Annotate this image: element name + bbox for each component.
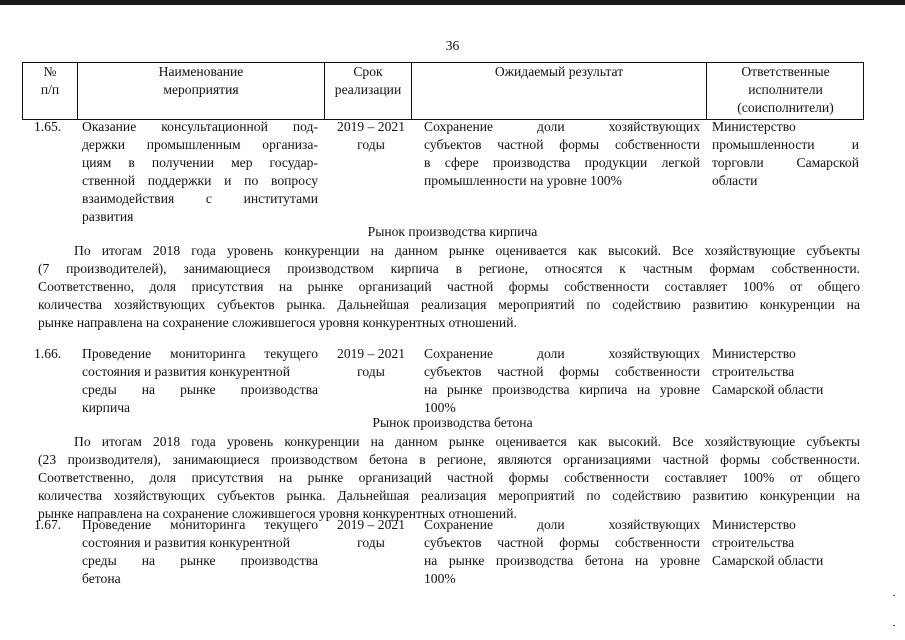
row-responsible-line: строительства (712, 535, 795, 550)
header-result (411, 63, 706, 119)
header-num (22, 63, 77, 119)
row-name (82, 516, 318, 588)
table-header (0, 63, 905, 119)
row-result-line: Сохранение доли хозяйствующих (424, 346, 700, 361)
row-name-line: состояния и развития конкурентной (82, 364, 290, 379)
header-num-line: № (43, 64, 57, 79)
row-responsible-line: строительства (712, 364, 795, 379)
scan-edge-mark (893, 595, 895, 596)
section-paragraph (38, 242, 860, 332)
paragraph-line: количества хозяйствующих субъектов рынка. Дальнейшая реализация мероприятий по содействию развитию конкуренции на (38, 297, 860, 312)
paragraph-line: По итогам 2018 года уровень конкуренции на данном рынке оценивается как высокий. Все хозяйствующие субъекты (74, 243, 860, 258)
row-result-line: промышленности на уровне 100% (424, 173, 622, 188)
row-name-line: держки промышленным организа- (82, 137, 318, 152)
row-name-line: взаимодействия с институтами (82, 191, 318, 206)
header-num-line: п/п (40, 82, 60, 97)
row-name (82, 118, 318, 226)
paragraph-line: По итогам 2018 года уровень конкуренции на данном рынке оценивается как высокий. Все хозяйствующие субъекты (74, 434, 860, 449)
row-result-line: Сохранение доли хозяйствующих (424, 119, 700, 134)
header-name-line: Наименование (158, 64, 244, 79)
paragraph-line: рынке направлена на сохранение сложившегося уровня конкурентных отношений. (38, 315, 517, 330)
row-result-line: 100% (424, 400, 456, 415)
row-term-line: годы (357, 364, 385, 379)
row-result (424, 516, 700, 588)
row-name-line: состояния и развития конкурентной (82, 535, 290, 550)
row-term (328, 516, 414, 552)
paragraph-line: Соответственно, доля присутствия на рынке организаций частной формы собственности составляет 100% от общего (38, 279, 860, 294)
row-term-line: 2019 – 2021 (337, 517, 405, 532)
row-num: 1.66. (34, 346, 62, 361)
row-name-line: среды на рынке производства (82, 553, 318, 568)
row-responsible (712, 118, 859, 190)
row-name-line: Оказание консультационной под- (82, 119, 318, 134)
row-result-line: в сфере производства продукции легкой (424, 155, 700, 170)
row-name-line: ственной поддержки и по вопросу (82, 173, 318, 188)
paragraph-line: (7 производителей), занимающиеся производством кирпича в регионе, относятся к частным формам собственности. (38, 261, 860, 276)
row-responsible-line: Министерство (712, 119, 796, 134)
header-name-line: мероприятия (163, 82, 239, 97)
row-term (328, 118, 414, 154)
row-term-line: 2019 – 2021 (337, 119, 405, 134)
row-term-line: годы (357, 535, 385, 550)
row-responsible (712, 516, 859, 570)
header-name (77, 63, 324, 119)
row-responsible-line: области (712, 173, 758, 188)
row-name-line: среды на рынке производства (82, 382, 318, 397)
header-responsible-line: Ответственные (741, 64, 830, 79)
row-responsible-line: промышленности и (712, 137, 859, 152)
paragraph-line: количества хозяйствующих субъектов рынка. Дальнейшая реализация мероприятий по содействию развитию конкуренции на (38, 488, 860, 503)
row-name-line: кирпича (82, 400, 131, 415)
row-num: 1.65. (34, 119, 62, 134)
row-result-line: на рынке производства бетона на уровне (424, 553, 700, 568)
row-name (82, 345, 318, 417)
row-name-line: бетона (82, 571, 121, 586)
paragraph-line: Соответственно, доля присутствия на рынке организаций частной формы собственности составляет 100% от общего (38, 470, 860, 485)
row-result (424, 118, 700, 190)
row-responsible-line: Министерство (712, 346, 796, 361)
row-result (424, 345, 700, 417)
row-name-line: Проведение мониторинга текущего (82, 517, 318, 532)
section-title: Рынок производства бетона (372, 415, 533, 430)
header-term-line: реализации (334, 82, 402, 97)
header-term-line: Срок (353, 64, 383, 79)
header-result-line: Ожидаемый результат (494, 64, 624, 79)
row-responsible (712, 345, 859, 399)
header-responsible-line: (соисполнители) (737, 100, 834, 115)
row-name-line: развития (82, 209, 134, 224)
row-name-line: Проведение мониторинга текущего (82, 346, 318, 361)
row-result-line: 100% (424, 571, 456, 586)
row-term-line: 2019 – 2021 (337, 346, 405, 361)
section-title: Рынок производства кирпича (367, 224, 538, 239)
header-responsible-line: исполнители (748, 82, 823, 97)
scan-top-border (0, 0, 905, 5)
row-term (328, 345, 414, 381)
row-result-line: субъектов частной формы собственности (424, 364, 700, 379)
row-responsible-line: Самарской области (712, 553, 824, 568)
section-paragraph (38, 433, 860, 523)
row-result-line: на рынке производства кирпича на уровне (424, 382, 700, 397)
row-responsible-line: торговли Самарской (712, 155, 859, 170)
page-number: 36 (445, 38, 460, 53)
row-responsible-line: Самарской области (712, 382, 824, 397)
row-result-line: Сохранение доли хозяйствующих (424, 517, 700, 532)
row-num: 1.67. (34, 517, 62, 532)
row-result-line: субъектов частной формы собственности (424, 535, 700, 550)
paragraph-line: рынке направлена на сохранение сложившегося уровня конкурентных отношений. (38, 506, 517, 521)
header-term (324, 63, 411, 119)
header-responsible (706, 63, 864, 119)
paragraph-line: (23 производителя), занимающиеся производством бетона в регионе, являются организациями частной формы собственности. (38, 452, 860, 467)
row-responsible-line: Министерство (712, 517, 796, 532)
row-term-line: годы (357, 137, 385, 152)
row-name-line: циям в получении мер государ- (82, 155, 318, 170)
row-result-line: субъектов частной формы собственности (424, 137, 700, 152)
scan-edge-mark (893, 625, 895, 626)
